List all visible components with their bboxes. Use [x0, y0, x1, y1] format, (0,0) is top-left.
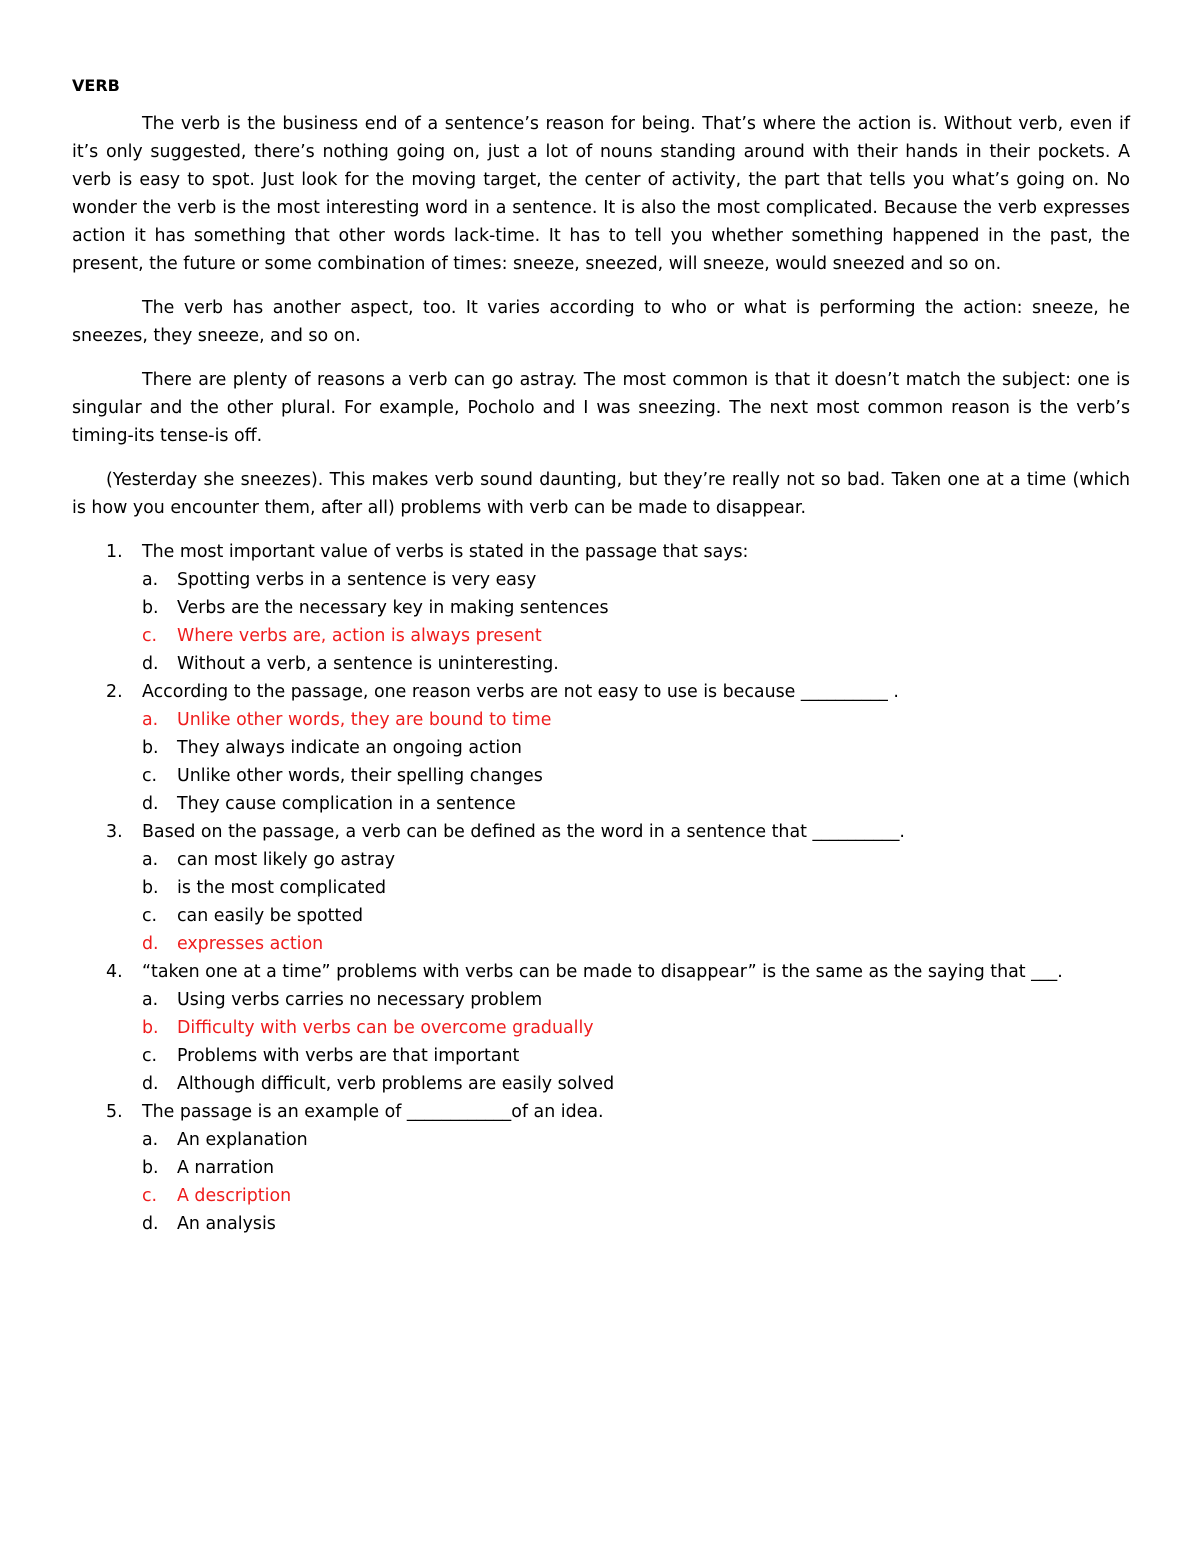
choice-text: Verbs are the necessary key in making sentences — [177, 598, 609, 618]
choice-letter: a. — [142, 1130, 159, 1150]
question-4 — [72, 958, 1130, 1098]
choice-text: A narration — [177, 1158, 275, 1178]
paragraph-4: (Yesterday she sneezes). This makes verb sound daunting, but they’re really not so bad. Taken one at a time (which is how you encounter them, after all) problems with verb can be made to disappear. — [72, 470, 1130, 518]
choice-text: An analysis — [177, 1214, 276, 1234]
choice-list — [142, 1126, 1130, 1238]
choice-text: Where verbs are, action is always present — [177, 626, 542, 646]
choice-text: Spotting verbs in a sentence is very easy — [177, 570, 537, 590]
choice-letter: b. — [142, 1018, 159, 1038]
choice-letter: d. — [142, 934, 159, 954]
choice-text: Unlike other words, they are bound to time — [177, 710, 552, 730]
question-number: 5. — [106, 1102, 123, 1122]
choice-letter: d. — [142, 794, 159, 814]
question-text: Based on the passage, a verb can be defined as the word in a sentence that __________. — [142, 822, 905, 842]
choice-letter: d. — [142, 1214, 159, 1234]
choice-item — [142, 1042, 1130, 1070]
question-number: 2. — [106, 682, 123, 702]
choice-text: Without a verb, a sentence is uninteresting. — [177, 654, 559, 674]
choice-item — [142, 846, 1130, 874]
choice-text: Problems with verbs are that important — [177, 1046, 520, 1066]
question-number: 3. — [106, 822, 123, 842]
question-list — [72, 538, 1130, 1238]
choice-text: They always indicate an ongoing action — [177, 738, 522, 758]
choice-letter: b. — [142, 738, 159, 758]
choice-letter: a. — [142, 570, 159, 590]
choice-letter: a. — [142, 850, 159, 870]
choice-letter: c. — [142, 906, 158, 926]
choice-text: is the most complicated — [177, 878, 387, 898]
question-text: The most important value of verbs is stated in the passage that says: — [142, 542, 749, 562]
question-1 — [72, 538, 1130, 678]
question-number: 4. — [106, 962, 123, 982]
choice-letter: c. — [142, 1046, 158, 1066]
choice-letter: a. — [142, 990, 159, 1010]
choice-item — [142, 734, 1130, 762]
question-text: “taken one at a time” problems with verbs can be made to disappear” is the same as the saying that ___. — [142, 962, 1063, 982]
choice-list — [142, 846, 1130, 958]
choice-letter: b. — [142, 1158, 159, 1178]
choice-item — [142, 874, 1130, 902]
choice-item — [142, 1210, 1130, 1238]
choice-list — [142, 566, 1130, 678]
choice-text: Although difficult, verb problems are easily solved — [177, 1074, 615, 1094]
choice-list — [142, 706, 1130, 818]
choice-item — [142, 594, 1130, 622]
choice-list — [142, 986, 1130, 1098]
question-3 — [72, 818, 1130, 958]
paragraph-3: There are plenty of reasons a verb can go astray. The most common is that it doesn’t match the subject: one is singular and the other plural. For example, Pocholo and I was sneezing. The next most common reason is the verb’s timing-its tense-is off. — [72, 370, 1130, 446]
question-number: 1. — [106, 542, 123, 562]
choice-item — [142, 650, 1130, 678]
choice-text: Difficulty with verbs can be overcome gradually — [177, 1018, 594, 1038]
choice-letter: d. — [142, 654, 159, 674]
choice-item — [142, 622, 1130, 650]
choice-item — [142, 1126, 1130, 1154]
page-title: VERB — [72, 76, 120, 95]
choice-item — [142, 902, 1130, 930]
choice-text: Unlike other words, their spelling changes — [177, 766, 543, 786]
choice-letter: c. — [142, 626, 158, 646]
choice-text: expresses action — [177, 934, 324, 954]
choice-text: Using verbs carries no necessary problem — [177, 990, 543, 1010]
choice-text: They cause complication in a sentence — [177, 794, 516, 814]
choice-item — [142, 1070, 1130, 1098]
choice-letter: d. — [142, 1074, 159, 1094]
choice-item — [142, 930, 1130, 958]
choice-item — [142, 706, 1130, 734]
question-5 — [72, 1098, 1130, 1238]
choice-item — [142, 790, 1130, 818]
choice-item — [142, 1154, 1130, 1182]
choice-letter: a. — [142, 710, 159, 730]
paragraph-2: The verb has another aspect, too. It varies according to who or what is performing the action: sneeze, he sneezes, they sneeze, and so on. — [72, 298, 1130, 346]
choice-item — [142, 566, 1130, 594]
choice-item — [142, 1182, 1130, 1210]
choice-letter: b. — [142, 598, 159, 618]
choice-text: can easily be spotted — [177, 906, 364, 926]
question-text: The passage is an example of ____________of an idea. — [142, 1102, 604, 1122]
question-text: According to the passage, one reason verbs are not easy to use is because __________ . — [142, 682, 899, 702]
choice-letter: b. — [142, 878, 159, 898]
choice-text: An explanation — [177, 1130, 308, 1150]
document-body — [72, 72, 1130, 1238]
choice-item — [142, 762, 1130, 790]
choice-letter: c. — [142, 1186, 158, 1206]
choice-text: A description — [177, 1186, 292, 1206]
choice-item — [142, 1014, 1130, 1042]
paragraph-1: The verb is the business end of a sentence’s reason for being. That’s where the action is. Without verb, even if it’s only suggested, there’s nothing going on, just a lot of nouns standing around with their hands in their pockets. A verb is easy to spot. Just look for the moving target, the center of activity, the part that tells you what’s going on. No wonder the verb is the most interesting word in a sentence. It is also the most complicated. Because the verb expresses action it has something that other words lack-time. It has to tell you whether something happened in the past, the present, the future or some combination of times: sneeze, sneezed, will sneeze, would sneezed and so on. — [72, 114, 1130, 274]
question-2 — [72, 678, 1130, 818]
choice-letter: c. — [142, 766, 158, 786]
choice-text: can most likely go astray — [177, 850, 396, 870]
choice-item — [142, 986, 1130, 1014]
